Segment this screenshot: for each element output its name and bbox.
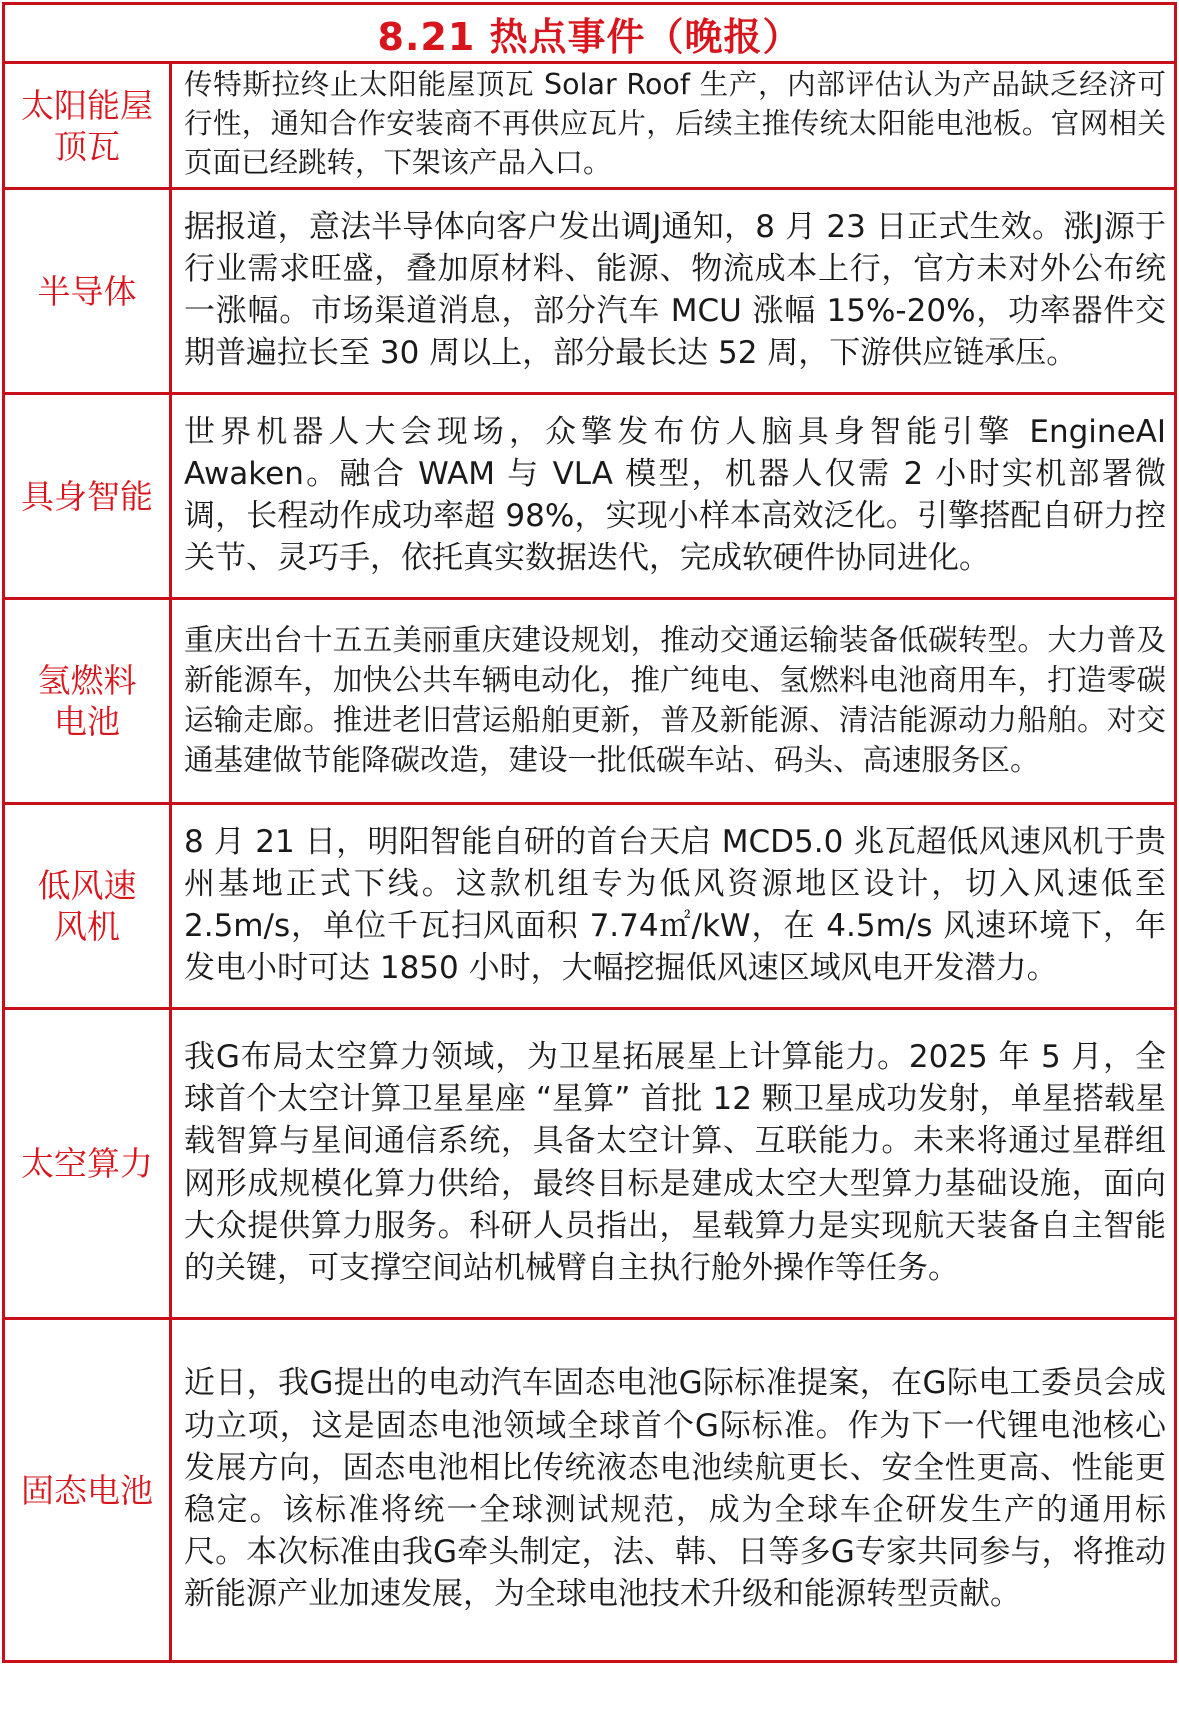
row-content: 近日，我G提出的电动汽车固态电池G际标准提案，在G际电工委员会成功立项，这是固态电池领域全球首个G际标准。作为下一代锂电池核心发展方向，固态电池相比传统液态电池续航更长、安全性更高、性能更稳定。该标准将统一全球测试规范，成为全球车企研发生产的通用标尺。本次标准由我G牵头制定，法、韩、日等多G专家共同参与，将推动新能源产业加速发展，为全球电池技术升级和能源转型贡献。: [184, 1365, 1166, 1613]
row-label-cell: [5, 64, 172, 187]
table-row: [5, 1317, 1174, 1660]
row-label-cell: [5, 395, 172, 597]
table-row: [5, 1007, 1174, 1317]
row-label: 具身智能: [21, 476, 153, 516]
row-label: 太阳能屋 顶瓦: [21, 85, 153, 166]
row-label: 氢燃料 电池: [37, 661, 137, 741]
row-label: 半导体: [37, 271, 137, 311]
row-label-cell: [5, 190, 172, 392]
row-label: 太空算力: [21, 1144, 153, 1183]
table-row: [5, 64, 1174, 187]
row-content-cell: [172, 1010, 1174, 1317]
table-row: [5, 187, 1174, 392]
table-row: [5, 392, 1174, 597]
news-table: [2, 64, 1177, 1663]
row-content-cell: [172, 190, 1174, 392]
row-content-cell: [172, 600, 1174, 802]
row-label: 低风速 风机: [37, 866, 137, 946]
row-content: 重庆出台十五五美丽重庆建设规划，推动交通运输装备低碳转型。大力普及新能源车，加快公共车辆电动化，推广纯电、氢燃料电池商用车，打造零碳运输走廊。推进老旧营运船舶更新，普及新能源、清洁能源动力船舶。对交通基建做节能降碳改造，建设一批低碳车站、码头、高速服务区。: [184, 622, 1166, 778]
row-content: 传特斯拉终止太阳能屋顶瓦 Solar Roof 生产，内部评估认为产品缺乏经济可行性，通知合作安装商不再供应瓦片，后续主推传统太阳能电池板。官网相关页面已经跳转，下架该产品入口。: [184, 68, 1166, 179]
row-label-cell: [5, 600, 172, 802]
row-content-cell: [172, 805, 1174, 1007]
row-content-cell: [172, 395, 1174, 597]
row-label: 固态电池: [21, 1470, 153, 1510]
table-row: [5, 597, 1174, 802]
row-content-cell: [172, 1320, 1174, 1660]
row-content: 8 月 21 日，明阳智能自研的首台天启 MCD5.0 兆瓦超低风速风机于贵州基地正式下线。这款机组专为低风资源地区设计，切入风速低至 2.5m/s，单位千瓦扫风面积 7.74㎡/kW，在 4.5m/s 风速环境下，年发电小时可达 1850 小时，大幅挖掘低风速区域风电开发潜力。: [184, 823, 1166, 987]
row-label-cell: [5, 1320, 172, 1660]
row-content-cell: [172, 64, 1174, 187]
row-content: 我G布局太空算力领域，为卫星拓展星上计算能力。2025 年 5 月，全球首个太空计算卫星星座 “星算” 首批 12 颗卫星成功发射，单星搭载星载智算与星间通信系统，具备太空计算、互联能力。未来将通过星群组网形成规模化算力供给，最终目标是建成太空大型算力基础设施，面向大众提供算力服务。科研人员指出，星载算力是实现航天装备自主智能的关键，可支撑空间站机械臂自主执行舱外操作等任务。: [184, 1038, 1166, 1286]
row-content: 世界机器人大会现场，众擎发布仿人脑具身智能引擎 EngineAI Awaken。融合 WAM 与 VLA 模型，机器人仅需 2 小时实机部署微调，长程动作成功率超 98%，实现小样本高效泛化。引擎搭配自研力控关节、灵巧手，依托真实数据迭代，完成软硬件协同进化。: [184, 413, 1166, 577]
page-title: 8.21 热点事件（晚报）: [377, 14, 802, 59]
title-bar: [2, 2, 1177, 64]
table-row: [5, 802, 1174, 1007]
row-label-cell: [5, 1010, 172, 1317]
row-label-cell: [5, 805, 172, 1007]
row-content: 据报道，意法半导体向客户发出调J通知，8 月 23 日正式生效。涨J源于行业需求旺盛，叠加原材料、能源、物流成本上行，官方未对外公布统一涨幅。市场渠道消息，部分汽车 MCU 涨幅 15%-20%，功率器件交期普遍拉长至 30 周以上，部分最长达 52 周，下游供应链承压。: [184, 208, 1166, 372]
